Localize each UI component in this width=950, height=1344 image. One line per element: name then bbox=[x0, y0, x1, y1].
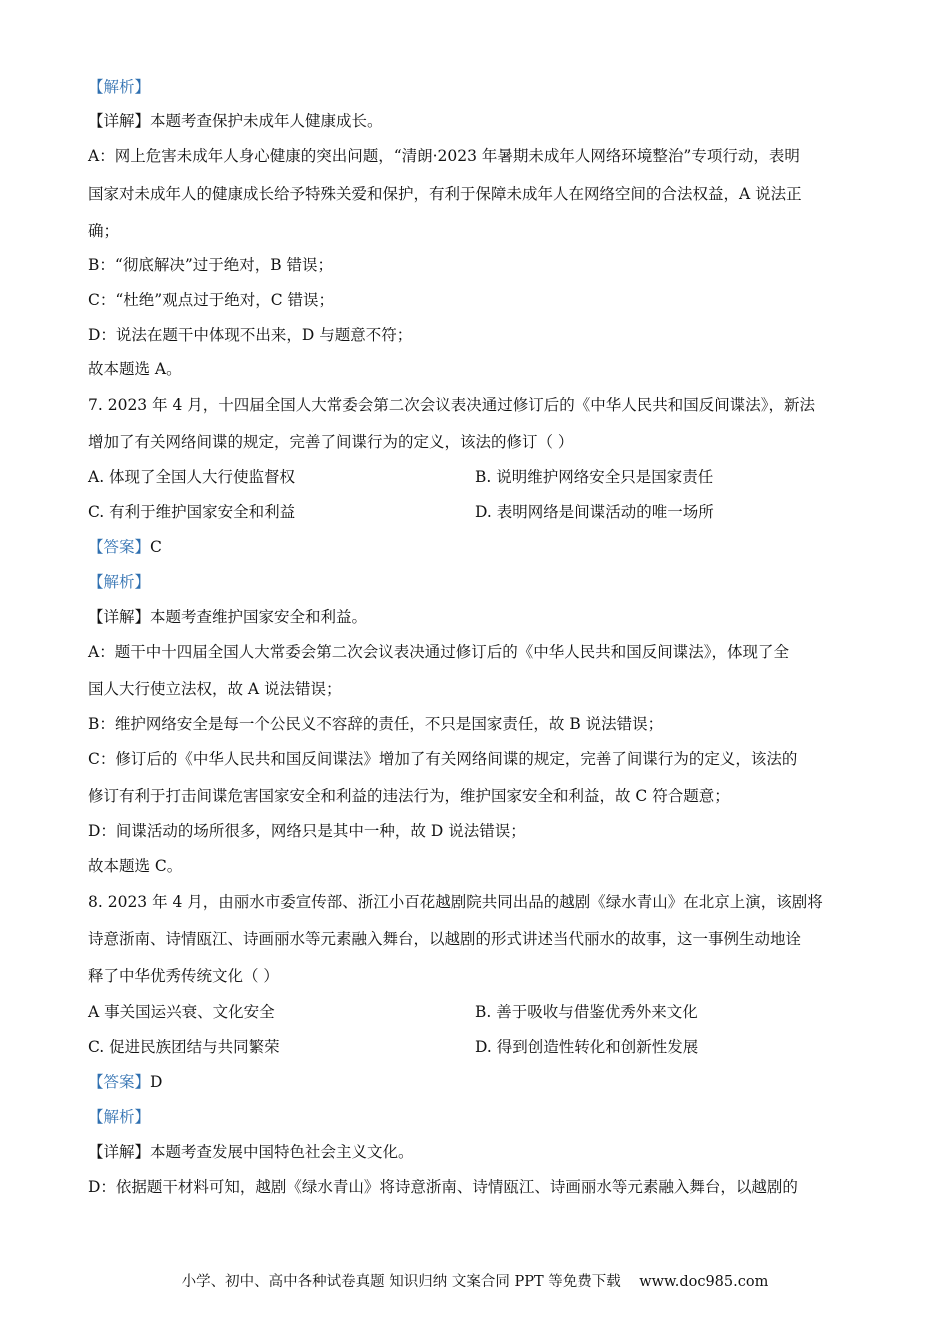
detail-line bbox=[88, 111, 383, 131]
option-a: A. 体现了全国人大行使监督权 bbox=[88, 468, 296, 486]
analysis-tag: 【解析】 bbox=[88, 78, 151, 96]
answer-value: C bbox=[150, 538, 162, 556]
detail-text: 本题考查发展中国特色社会主义文化。 bbox=[150, 1143, 414, 1161]
detail-text: 本题考查保护未成年人健康成长。 bbox=[150, 112, 383, 130]
answer-tag: 【答案】 bbox=[88, 538, 151, 556]
detail-text: 本题考查维护国家安全和利益。 bbox=[150, 608, 368, 626]
question-stem: 8. 2023 年 4 月，由丽水市委宣传部、浙江小百花越剧院共同出品的越剧《绿水青山》在北京上演，该剧将 bbox=[88, 893, 823, 911]
explanation-line: 国人大行使立法权，故 A 说法错误； bbox=[88, 680, 342, 698]
question-stem: 释了中华优秀传统文化（ ） bbox=[88, 967, 279, 985]
question-stem: 7. 2023 年 4 月，十四届全国人大常委会第二次会议表决通过修订后的《中华人民共和国反间谍法》，新法 bbox=[88, 396, 816, 414]
option-c: C. 有利于维护国家安全和利益 bbox=[88, 503, 296, 521]
explanation-line: C：修订后的《中华人民共和国反间谍法》增加了有关网络间谍的规定，完善了间谍行为的定义，该法的 bbox=[88, 750, 798, 768]
answer-value: D bbox=[150, 1073, 163, 1091]
explanation-line: 国家对未成年人的健康成长给予特殊关爱和保护，有利于保障未成年人在网络空间的合法权益，A 说法正 bbox=[88, 185, 802, 203]
answer-tag: 【答案】 bbox=[88, 1073, 151, 1091]
answer-line bbox=[88, 537, 162, 557]
detail-tag: 【详解】 bbox=[88, 608, 151, 626]
detail-line bbox=[88, 1142, 414, 1162]
explanation-line: C：“杜绝”观点过于绝对，C 错误； bbox=[88, 291, 334, 309]
detail-line bbox=[88, 607, 367, 627]
option-b: B. 善于吸收与借鉴优秀外来文化 bbox=[475, 1003, 698, 1021]
option-c: C. 促进民族团结与共同繁荣 bbox=[88, 1038, 280, 1056]
explanation-line: 修订有利于打击间谍危害国家安全和利益的违法行为，维护国家安全和利益，故 C 符合题意； bbox=[88, 787, 730, 805]
question-stem: 诗意浙南、诗情瓯江、诗画丽水等元素融入舞台，以越剧的形式讲述当代丽水的故事，这一事例生动地诠 bbox=[88, 930, 802, 948]
question-stem: 增加了有关网络间谍的规定，完善了间谍行为的定义，该法的修订（ ） bbox=[88, 433, 574, 451]
footer-text: 小学、初中、高中各种试卷真题 知识归纳 文案合同 PPT 等免费下载 bbox=[181, 1274, 621, 1290]
option-a: A 事关国运兴衰、文化安全 bbox=[88, 1003, 275, 1021]
explanation-line: B：“彻底解决”过于绝对，B 错误； bbox=[88, 256, 334, 274]
explanation-line: A：网上危害未成年人身心健康的突出问题，“清朗·2023 年暑期未成年人网络环境整治”专项行动，表明 bbox=[88, 147, 800, 165]
explanation-line: 确； bbox=[88, 222, 120, 240]
analysis-tag: 【解析】 bbox=[88, 573, 151, 591]
page-footer bbox=[0, 1270, 950, 1291]
explanation-line: D：说法在题干中体现不出来，D 与题意不符； bbox=[88, 326, 413, 344]
detail-tag: 【详解】 bbox=[88, 1143, 151, 1161]
explanation-line: B：维护网络安全是每一个公民义不容辞的责任，不只是国家责任，故 B 说法错误； bbox=[88, 715, 664, 733]
option-d: D. 得到创造性转化和创新性发展 bbox=[475, 1038, 699, 1056]
option-d: D. 表明网络是间谍活动的唯一场所 bbox=[475, 503, 714, 521]
footer-url[interactable]: www.doc985.com bbox=[639, 1274, 769, 1290]
conclusion-line: 故本题选 C。 bbox=[88, 857, 183, 875]
explanation-line: A：题干中十四届全国人大常委会第二次会议表决通过修订后的《中华人民共和国反间谍法》，体现了全 bbox=[88, 643, 789, 661]
conclusion-line: 故本题选 A。 bbox=[88, 360, 182, 378]
analysis-tag: 【解析】 bbox=[88, 1108, 151, 1126]
explanation-line: D：间谍活动的场所很多，网络只是其中一种，故 D 说法错误； bbox=[88, 822, 526, 840]
explanation-line: D：依据题干材料可知，越剧《绿水青山》将诗意浙南、诗情瓯江、诗画丽水等元素融入舞台，以越剧的 bbox=[88, 1178, 798, 1196]
answer-line bbox=[88, 1072, 162, 1092]
detail-tag: 【详解】 bbox=[88, 112, 151, 130]
option-b: B. 说明维护网络安全只是国家责任 bbox=[475, 468, 714, 486]
